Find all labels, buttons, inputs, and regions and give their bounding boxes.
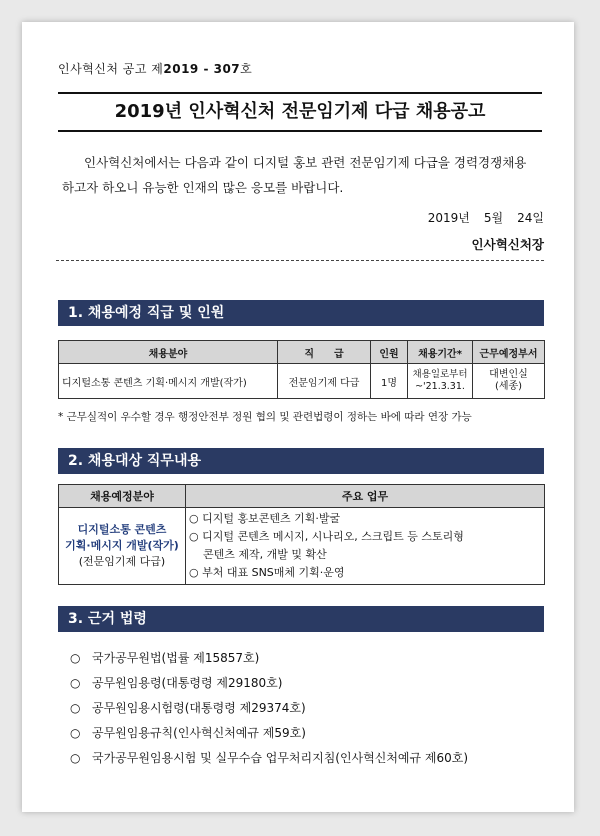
section3-heading: 3. 근거 법령 [58,606,544,632]
header-category: 채용예정분야 [59,485,186,508]
law-text: 공무원임용규칙(인사혁신처예규 제59호) [92,726,306,740]
table-header-row [59,485,545,508]
list-item [70,746,468,771]
circle-bullet-icon: ○ [70,701,81,715]
section1-heading: 1. 채용예정 직급 및 인원 [58,300,544,326]
list-item [70,721,468,746]
category-line-3: (전문임기제 다급) [78,555,166,568]
section2-heading: 2. 채용대상 직무내용 [58,448,544,474]
circle-bullet-icon: ○ [70,676,81,690]
period-line-2: ~'21.3.31. [415,381,465,392]
cell-duties [186,508,545,585]
law-text: 국가공무원임용시험 및 실무수습 업무처리지침(인사혁신처예규 제60호) [92,751,469,765]
notice-suffix: 호 [240,62,253,76]
document-page [22,22,574,812]
cell-field: 디지털소통 콘텐츠 기획·메시지 개발(작가) [59,364,278,399]
duties-table [58,484,545,585]
list-item [70,646,468,671]
duty-item-continuation: 콘텐츠 제작, 개발 및 확산 [203,548,327,561]
date-year: 2019년 [427,211,470,225]
notice-number [58,60,252,77]
dept-line-2: (세종) [494,381,523,392]
law-text: 국가공무원법(법률 제15857호) [92,651,260,665]
cell-category [59,508,186,585]
header-count: 인원 [371,341,408,364]
announcement-date [428,209,544,226]
date-day: 24일 [517,211,544,225]
circle-bullet-icon: ○ [70,726,81,740]
circle-bullet-icon: ○ [70,651,81,665]
header-grade: 직 급 [278,341,371,364]
recruitment-table [58,340,545,399]
header-period: 채용기간* [408,341,473,364]
law-list [70,646,468,771]
circle-bullet-icon: ○ [70,751,81,765]
date-month: 5월 [483,211,504,225]
dashed-divider [56,260,544,261]
table-row [59,364,545,399]
period-line-1: 채용일로부터 [412,369,468,380]
duty-item: ○ 디지털 홍보콘텐츠 기획·발굴 [189,512,341,525]
law-text: 공무원임용시험령(대통령령 제29374호) [92,701,306,715]
table-row [59,508,545,585]
list-item [70,671,468,696]
table-header-row [59,341,545,364]
cell-dept [473,364,545,399]
header-duties: 주요 업무 [186,485,545,508]
law-text: 공무원임용령(대통령령 제29180호) [92,676,283,690]
header-dept: 근무예정부서 [473,341,545,364]
cell-period [408,364,473,399]
document-title: 2019년 인사혁신처 전문임기제 다급 채용공고 [58,92,542,132]
cell-grade: 전문임기제 다급 [278,364,371,399]
footnote: * 근무실적이 우수할 경우 행정안전부 정원 협의 및 관련법령이 정하는 바에 따라 연장 가능 [58,411,472,423]
issuer: 인사혁신처장 [471,237,544,252]
list-item [70,696,468,721]
category-line-1: 디지털소통 콘텐츠 [77,523,167,536]
dept-line-1: 대변인실 [489,369,528,380]
category-line-2: 기획·메시지 개발(작가) [65,539,179,552]
notice-prefix: 인사혁신처 공고 제 [58,62,164,76]
intro-paragraph: 인사혁신처에서는 다음과 같이 디지털 홍보 관련 전문임기제 다급을 경력경쟁채용 하고자 하오니 유능한 인재의 많은 응모를 바랍니다. [62,155,527,195]
notice-number-value: 2019 - 307 [163,62,241,76]
header-field: 채용분야 [59,341,278,364]
duty-item: ○ 디지털 콘텐츠 메시지, 시나리오, 스크립트 등 스토리형 [189,530,464,543]
duty-item: ○ 부처 대표 SNS매체 기획·운영 [189,566,345,579]
cell-count: 1명 [371,364,408,399]
